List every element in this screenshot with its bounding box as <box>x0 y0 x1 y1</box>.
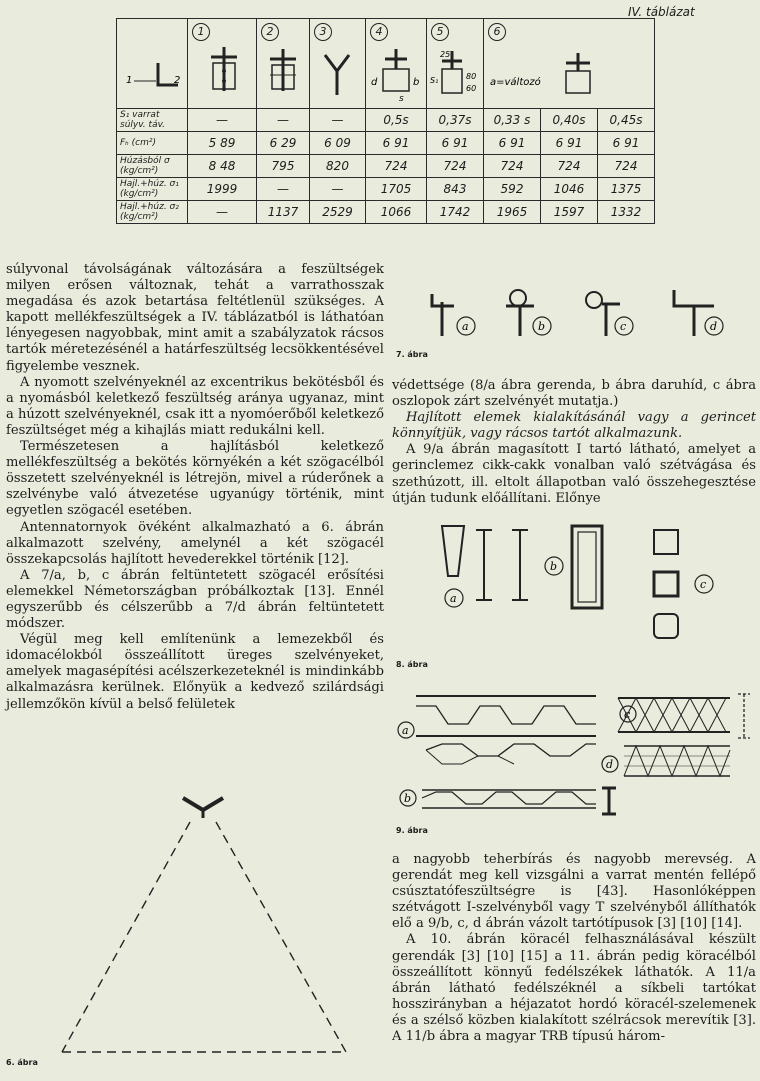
figure-7a-label: a <box>462 320 469 333</box>
figure-7b-icon <box>506 290 551 336</box>
table-cell: 0,33 s <box>484 109 541 132</box>
left-paragraph-2: A nyomott szelvényeknél az excentrikus bekötésből és a nyomásból keletkező feszültség aránya ugyanaz, mint a húzott szelvényeknél, csak itt a nyomóerőből keletkező feszültséget még a kihajlás miatt redukálni kell. <box>6 374 384 438</box>
figure-8-caption: 8. ábra <box>396 660 428 669</box>
table-cell: 0,40s <box>541 109 598 132</box>
sketch-label-s: s <box>399 94 404 104</box>
table-cell: — <box>188 109 257 132</box>
table-cell: — <box>310 178 366 201</box>
figure-7-caption: 7. ábra <box>396 350 428 359</box>
col-number-3: 3 <box>314 23 332 41</box>
table-cell: 724 <box>598 155 655 178</box>
sketch-cell-angle <box>117 19 188 109</box>
table-row <box>117 132 655 155</box>
table-cell: 1332 <box>598 201 655 224</box>
table-cell: 592 <box>484 178 541 201</box>
right-column-top <box>392 378 756 507</box>
sketch-label-25: 25 <box>440 50 451 59</box>
table-cell: 843 <box>427 178 484 201</box>
figure-7d-label: d <box>710 320 718 333</box>
sketch-cell-3 <box>310 19 366 109</box>
sketch-cell-6 <box>484 19 655 109</box>
left-column <box>6 262 384 713</box>
table-row-label: Húzásból σ (kg/cm²) <box>117 155 188 178</box>
figure-7b-label: b <box>538 320 546 333</box>
table-row <box>117 201 655 224</box>
figure-9a-label: a <box>402 724 409 737</box>
table-cell: 1137 <box>257 201 310 224</box>
left-paragraph-5: A 7/a, b, c ábrán feltüntetett szögacél erősítési elemekkel Németországban próbálkoztak [13]. Ennél egyszerűbb és célszerűbb a 7/d ábrán feltüntetett módszer. <box>6 567 384 632</box>
table-cell: 1965 <box>484 201 541 224</box>
table-cell: 724 <box>366 155 427 178</box>
table-cell: — <box>310 109 366 132</box>
right-paragraph-2: Hajlított elemek kialakításánál vagy a gerincet könnyítjük, vagy rácsos tartót alkalmazunk. <box>392 410 756 442</box>
figure-8 <box>420 520 730 650</box>
sketch-label-a-var: a=változó <box>490 77 541 88</box>
left-paragraph-4: Antennatornyok övéként alkalmazható a 6. ábrán alkalmazott szelvény, amelynél a két szögacél összekapcsolás hajlított hevederekkel történik [12]. <box>6 519 384 567</box>
sketch-cell-1 <box>188 19 257 109</box>
figure-7d-icon <box>674 290 723 336</box>
sketch-label-60: 60 <box>466 84 477 93</box>
figure-9d-icon <box>602 746 730 776</box>
figure-8a-icon <box>442 526 464 607</box>
figure-9a-icon <box>398 696 596 764</box>
table-cell: 2529 <box>310 201 366 224</box>
right-paragraph-5: A 10. ábrán köracél felhasználásával készült gerendák [3] [10] [15] a 11. ábrán pedig köracélból összeállított könnyű fedélszékek láthatók. A 11/a ábrán látható fedélszéknél a síkbeli tartókat hosszirányban a héjazatot hordó köracél-szelemenek és a szélső közben kialakított szélrácsok merevítik [3]. A 11/b ábra a magyar TRB típusú három- <box>392 932 756 1045</box>
sketch-cell-5 <box>427 19 484 109</box>
section-6-icon <box>486 19 652 105</box>
table-cell: 1066 <box>366 201 427 224</box>
table-cell: 724 <box>541 155 598 178</box>
table-row <box>117 109 655 132</box>
table-cell: 724 <box>484 155 541 178</box>
figure-8c-icon <box>654 530 713 638</box>
figure-7c-label: c <box>620 320 627 333</box>
table-cell: — <box>257 109 310 132</box>
table-cell: 1597 <box>541 201 598 224</box>
figure-9-caption: 9. ábra <box>396 826 428 835</box>
right-paragraph-1: védettsége (8/a ábra gerenda, b ábra daruhíd, c ábra oszlopok zárt szelvényét mutatja.) <box>392 378 756 410</box>
sketch-cell-4 <box>366 19 427 109</box>
table-cell: 6 91 <box>484 132 541 155</box>
figure-7a-icon <box>432 294 475 336</box>
right-column-bottom <box>392 852 756 1045</box>
sketch-label-1: 1 <box>126 75 133 86</box>
table-cell: — <box>188 201 257 224</box>
table-cell: 6 91 <box>366 132 427 155</box>
sketch-label-80: 80 <box>466 72 477 81</box>
table-cell: 0,37s <box>427 109 484 132</box>
left-paragraph-1: súlyvonal távolságának változására a feszültségek milyen erősen változnak, tehát a varrathosszak megadása és azok betartása feltétlenül szükséges. A kapott mellékfeszültségek a IV. táblázatból is láthatóan lényegesen nagyobbak, mint amit a szabályzatok rácsos tartók méretezésénél a határfeszültség lecsökkentésével figyelembe vesznek. <box>6 262 384 374</box>
table-row-label: Fₕ (cm²) <box>117 132 188 155</box>
col-number-5: 5 <box>431 23 449 41</box>
table-cell: 5 89 <box>188 132 257 155</box>
table-cell: 6 09 <box>310 132 366 155</box>
figure-6-caption: 6. ábra <box>6 1058 38 1067</box>
figure-9b-icon <box>400 788 616 814</box>
table-cell: 724 <box>427 155 484 178</box>
table-cell: 1705 <box>366 178 427 201</box>
table-iv <box>116 18 655 224</box>
figure-6 <box>40 780 370 1070</box>
sketch-label-2: 2 <box>174 75 181 86</box>
table-cell: 0,45s <box>598 109 655 132</box>
sketch-label-d: d <box>371 77 378 88</box>
table-cell: 6 91 <box>541 132 598 155</box>
table-cell: — <box>257 178 310 201</box>
table-row-label: Hajl.+húz. σ₂ (kg/cm²) <box>117 201 188 224</box>
table-cell: 1046 <box>541 178 598 201</box>
col-number-1: 1 <box>192 23 210 41</box>
left-paragraph-6: Végül meg kell említenünk a lemezekből és idomacélokból összeállított üreges szelvényeket, amelyek magasépítési acélszerkezeteknél is mindinkább alkalmazásra kerülnek. Előnyük a kedvező szilárdsági jellemzőkön kívül a belső felületek <box>6 632 384 712</box>
table-cell: 6 91 <box>427 132 484 155</box>
figure-9 <box>396 684 756 824</box>
figure-9d-label: d <box>606 758 614 771</box>
figure-8c-label: c <box>700 578 707 591</box>
figure-8a-label: a <box>450 592 457 605</box>
figure-8b-label: b <box>550 560 558 573</box>
col-number-4: 4 <box>370 23 388 41</box>
left-paragraph-3: Természetesen a hajlításból keletkező mellékfeszültség a bekötés környékén a két szögacélból összetett szelvényeknél is létrejön, mivel a rúderőnek a szelvénybe való átvezetése ugyanúgy történik, mint egyetlen szögacél esetében. <box>6 439 384 519</box>
right-paragraph-4: a nagyobb teherbírás és nagyobb merevség. A gerendát meg kell vizsgálni a varrat mentén fellépő csúsztatófeszültségre is [43]. Hasonlóképpen szétvágott I-szelvényből vagy T szelvényből állíthatók elő a 9/b, c, d ábrán vázolt tartótípusok [3] [10] [14]. <box>392 852 756 932</box>
table-sketch-row <box>117 19 655 109</box>
sketch-label-s1: S₁ <box>430 76 439 85</box>
figure-9c-label: c <box>624 708 631 721</box>
table-cell: 6 91 <box>598 132 655 155</box>
table-cell: 795 <box>257 155 310 178</box>
table-row <box>117 155 655 178</box>
sketch-label-b: b <box>413 77 420 88</box>
table-cell: 820 <box>310 155 366 178</box>
table-caption: IV. táblázat <box>628 5 695 19</box>
figure-7c-icon <box>586 292 633 336</box>
table-cell: 1375 <box>598 178 655 201</box>
col-number-2: 2 <box>261 23 279 41</box>
table-cell: 1999 <box>188 178 257 201</box>
table-row <box>117 178 655 201</box>
figure-7 <box>424 284 744 344</box>
table-row-label: S₁ varrat súlyv. táv. <box>117 109 188 132</box>
col-number-6: 6 <box>488 23 506 41</box>
table-cell: 8 48 <box>188 155 257 178</box>
sketch-cell-2 <box>257 19 310 109</box>
table-cell: 1742 <box>427 201 484 224</box>
table-row-label: Hajl.+húz. σ₁ (kg/cm²) <box>117 178 188 201</box>
table-cell: 0,5s <box>366 109 427 132</box>
figure-9c-icon <box>618 694 750 738</box>
right-paragraph-3: A 9/a ábrán magasított I tartó látható, amelyet a gerinclemez cikk-cakk vonalban való szétvágása és szethúzott, ill. eltolt állapotban való összehegesztése útján tudunk előállítani. Előnye <box>392 442 756 506</box>
table-cell: 6 29 <box>257 132 310 155</box>
figure-9b-label: b <box>404 792 412 805</box>
angle-sketch-icon <box>120 19 184 105</box>
figure-8b-icon <box>476 526 602 608</box>
